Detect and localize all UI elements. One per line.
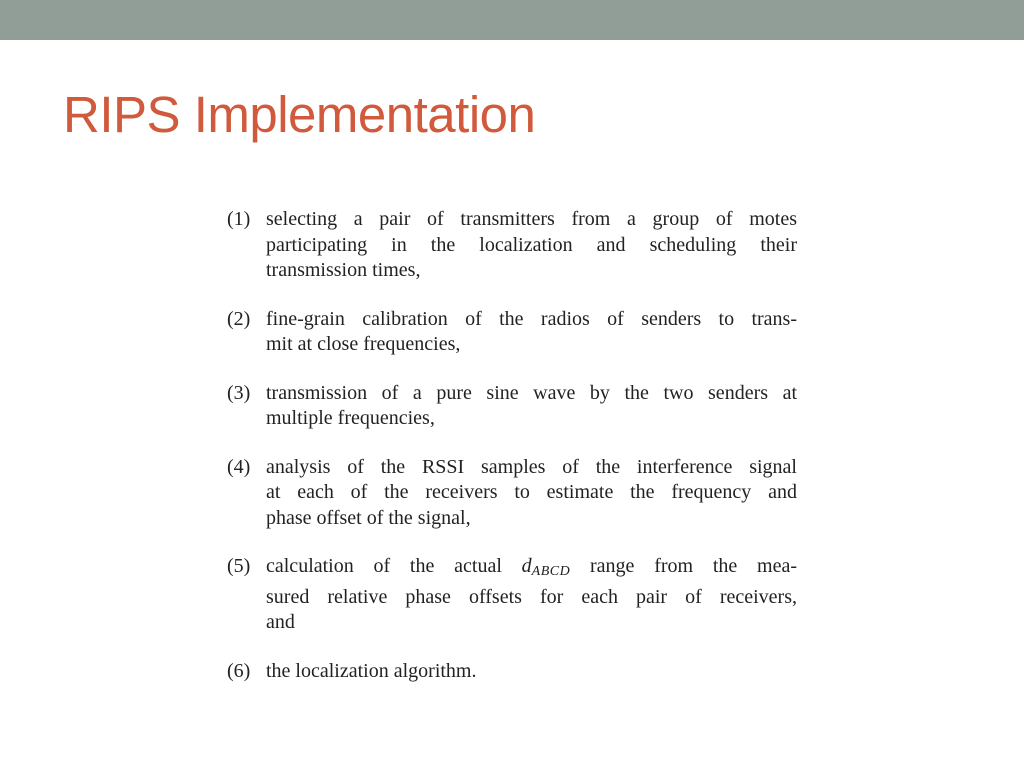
list-item [227,207,797,284]
text-line: at each of the receivers to estimate the frequency and [266,481,797,503]
math-subscript: ABCD [531,564,571,579]
item-text [266,207,797,284]
text-line: mit at close frequencies, [266,333,461,355]
item-text [266,554,797,636]
text-line: selecting a pair of transmitters from a group of motes [266,208,797,230]
slide-title: RIPS Implementation [63,86,536,143]
text-line: the localization algorithm. [266,659,477,682]
item-number: (1) [227,208,251,230]
text-line: participating in the localization and scheduling their [266,233,797,256]
text-fragment: range from the mea- [590,555,798,577]
item-number: (6) [227,659,251,682]
item-text [266,307,797,358]
text-line: and [266,611,295,633]
item-number: (5) [227,555,251,577]
item-number: (3) [227,381,251,404]
text-line: analysis of the RSSI samples of the interference signal [266,455,797,478]
text-line: sured relative phase offsets for each pair of receivers, [266,585,797,608]
list-item [227,381,797,432]
text-line: transmission of a pure sine wave by the two senders at [266,381,797,404]
item-number: (2) [227,307,251,330]
list-item [227,554,797,636]
text-line: transmission times, [266,259,421,281]
item-number: (4) [227,455,251,478]
item-text [266,381,797,432]
text-line: multiple frequencies, [266,407,435,429]
top-accent-bar [0,0,1024,40]
text-fragment: calculation of the actual [266,555,502,577]
list-item [227,659,797,685]
text-line: phase offset of the signal, [266,506,471,529]
text-line: fine-grain calibration of the radios of senders to trans- [266,307,797,330]
math-base: d [521,555,532,577]
item-text [266,659,797,685]
text-line [266,554,797,585]
item-text [266,455,797,532]
list-item [227,307,797,358]
math-d-abcd [522,555,571,577]
steps-list [227,207,797,684]
list-item [227,455,797,532]
